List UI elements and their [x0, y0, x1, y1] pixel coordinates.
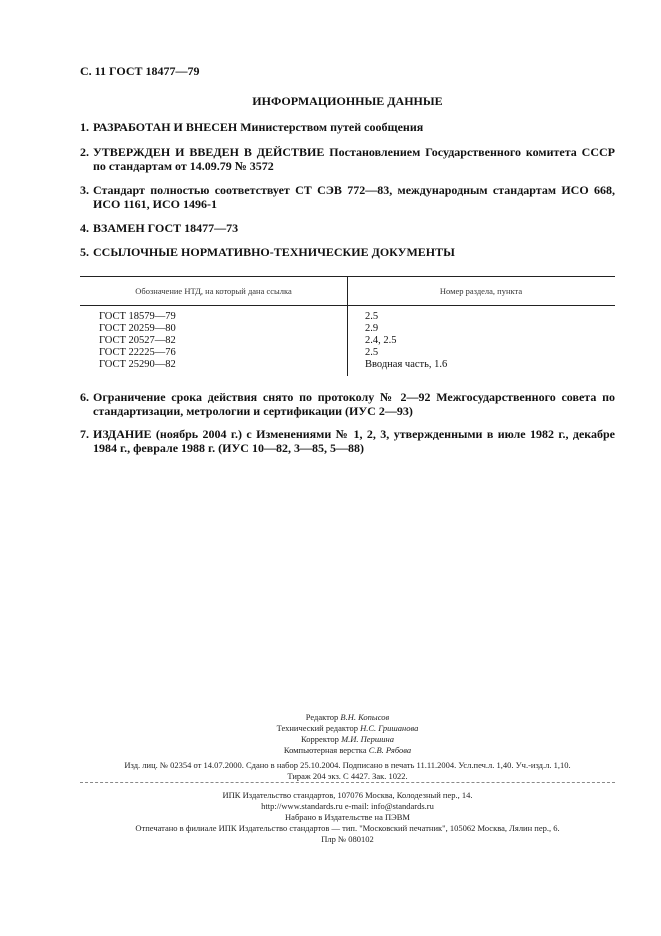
tech-editor-line — [80, 723, 615, 734]
item-number: 5. — [80, 245, 89, 259]
table-cell: 2.9 — [365, 323, 379, 334]
column-header: Номер раздела, пункта — [439, 286, 523, 296]
corrector-name: М.И. Першина — [341, 734, 394, 744]
table-cell: ГОСТ 20527—82 — [99, 335, 176, 346]
table-cell: 2.4, 2.5 — [365, 335, 397, 346]
info-item-5 — [80, 245, 615, 259]
item-number: 7. — [80, 427, 89, 441]
tech-editor-name: Н.С. Гришанова — [360, 723, 419, 733]
tech-editor-label: Технический редактор — [276, 723, 358, 733]
layout-label: Компьютерная верстка — [283, 745, 367, 755]
imprint-line-5: Набрано в Издательстве на ПЭВМ — [285, 812, 410, 822]
item-number: 4. — [80, 221, 89, 235]
imprint-line-1: Изд. лиц. № 02354 от 14.07.2000. Сдано в набор 25.10.2004. Подписано в печать 11.11.2004. Усл.печ.л. 1,40. Уч.-изд.л. 1,10. — [124, 760, 571, 770]
table-header — [80, 276, 615, 306]
table-cell: ГОСТ 20259—80 — [99, 323, 176, 334]
item-text: РАЗРАБОТАН И ВНЕСЕН Министерством путей сообщения — [93, 120, 424, 134]
info-item-6 — [80, 390, 615, 418]
table-row — [80, 323, 615, 335]
editor-label: Редактор — [305, 712, 339, 722]
editor-line — [80, 712, 615, 723]
table-row — [80, 347, 615, 359]
table-cell: ГОСТ 25290—82 — [99, 359, 176, 370]
info-item-4 — [80, 221, 615, 235]
layout-name: С.В. Рябова — [368, 745, 412, 755]
item-number: 6. — [80, 390, 89, 404]
item-text: ВЗАМЕН ГОСТ 18477—73 — [93, 221, 239, 235]
item-number: 3. — [80, 183, 89, 197]
info-item-3 — [80, 183, 615, 211]
imprint-line-3: ИПК Издательство стандартов, 107076 Москва, Колодезный пер., 14. — [222, 790, 473, 800]
item-number: 1. — [80, 120, 89, 134]
item-text: Стандарт полностью соответствует СТ СЭВ 772—83, международным стандартам ИСО 668, ИСО 1161, ИСО 1496-1 — [93, 183, 615, 211]
item-text: УТВЕРЖДЕН И ВВЕДЕН В ДЕЙСТВИЕ Постановлением Государственного комитета СССР по стандартам от 14.09.79 № 3572 — [93, 145, 615, 173]
table-row — [80, 359, 615, 371]
imprint-line-7: Плр № 080102 — [321, 834, 374, 844]
table-cell: 2.5 — [365, 347, 379, 358]
layout-line — [80, 745, 615, 756]
info-item-1 — [80, 120, 615, 134]
imprint-line-2: Тираж 204 экз. С 4427. Зак. 1022. — [287, 771, 408, 781]
item-text: ССЫЛОЧНЫЕ НОРМАТИВНО-ТЕХНИЧЕСКИЕ ДОКУМЕНТЫ — [93, 245, 455, 259]
page-header: С. 11 ГОСТ 18477—79 — [80, 64, 200, 78]
corrector-label: Корректор — [301, 734, 339, 744]
column-header: Обозначение НТД, на который дана ссылка — [135, 286, 292, 296]
info-item-7 — [80, 427, 615, 455]
imprint-line-4: http://www.standards.ru e-mail: info@standards.ru — [261, 801, 434, 811]
table-cell: 2.5 — [365, 311, 379, 322]
corrector-line — [80, 734, 615, 745]
section-title: ИНФОРМАЦИОННЫЕ ДАННЫЕ — [252, 94, 443, 108]
item-number: 2. — [80, 145, 89, 159]
references-table — [80, 276, 615, 371]
editor-name: В.Н. Копысов — [340, 712, 390, 722]
table-row — [80, 335, 615, 347]
table-cell: Вводная часть, 1.6 — [365, 359, 448, 370]
table-cell: ГОСТ 22225—76 — [99, 347, 176, 358]
table-cell: ГОСТ 18579—79 — [99, 311, 176, 322]
item-text: Ограничение срока действия снято по протоколу № 2—92 Межгосударственного совета по стандартизации, метрологии и сертификации (ИУС 2—93) — [93, 390, 615, 418]
divider — [80, 782, 615, 783]
info-item-2 — [80, 145, 615, 173]
table-body — [80, 306, 615, 371]
imprint-line-6: Отпечатано в филиале ИПК Издательство стандартов — тип. "Московский печатник", 105062 Москва, Лялин пер., 6. — [135, 823, 560, 833]
item-text: ИЗДАНИЕ (ноябрь 2004 г.) с Изменениями № 1, 2, 3, утвержденными в июле 1982 г., декабре 1984 г., феврале 1988 г. (ИУС 10—82, 3—85, 5—88) — [93, 427, 615, 455]
table-row — [80, 311, 615, 323]
